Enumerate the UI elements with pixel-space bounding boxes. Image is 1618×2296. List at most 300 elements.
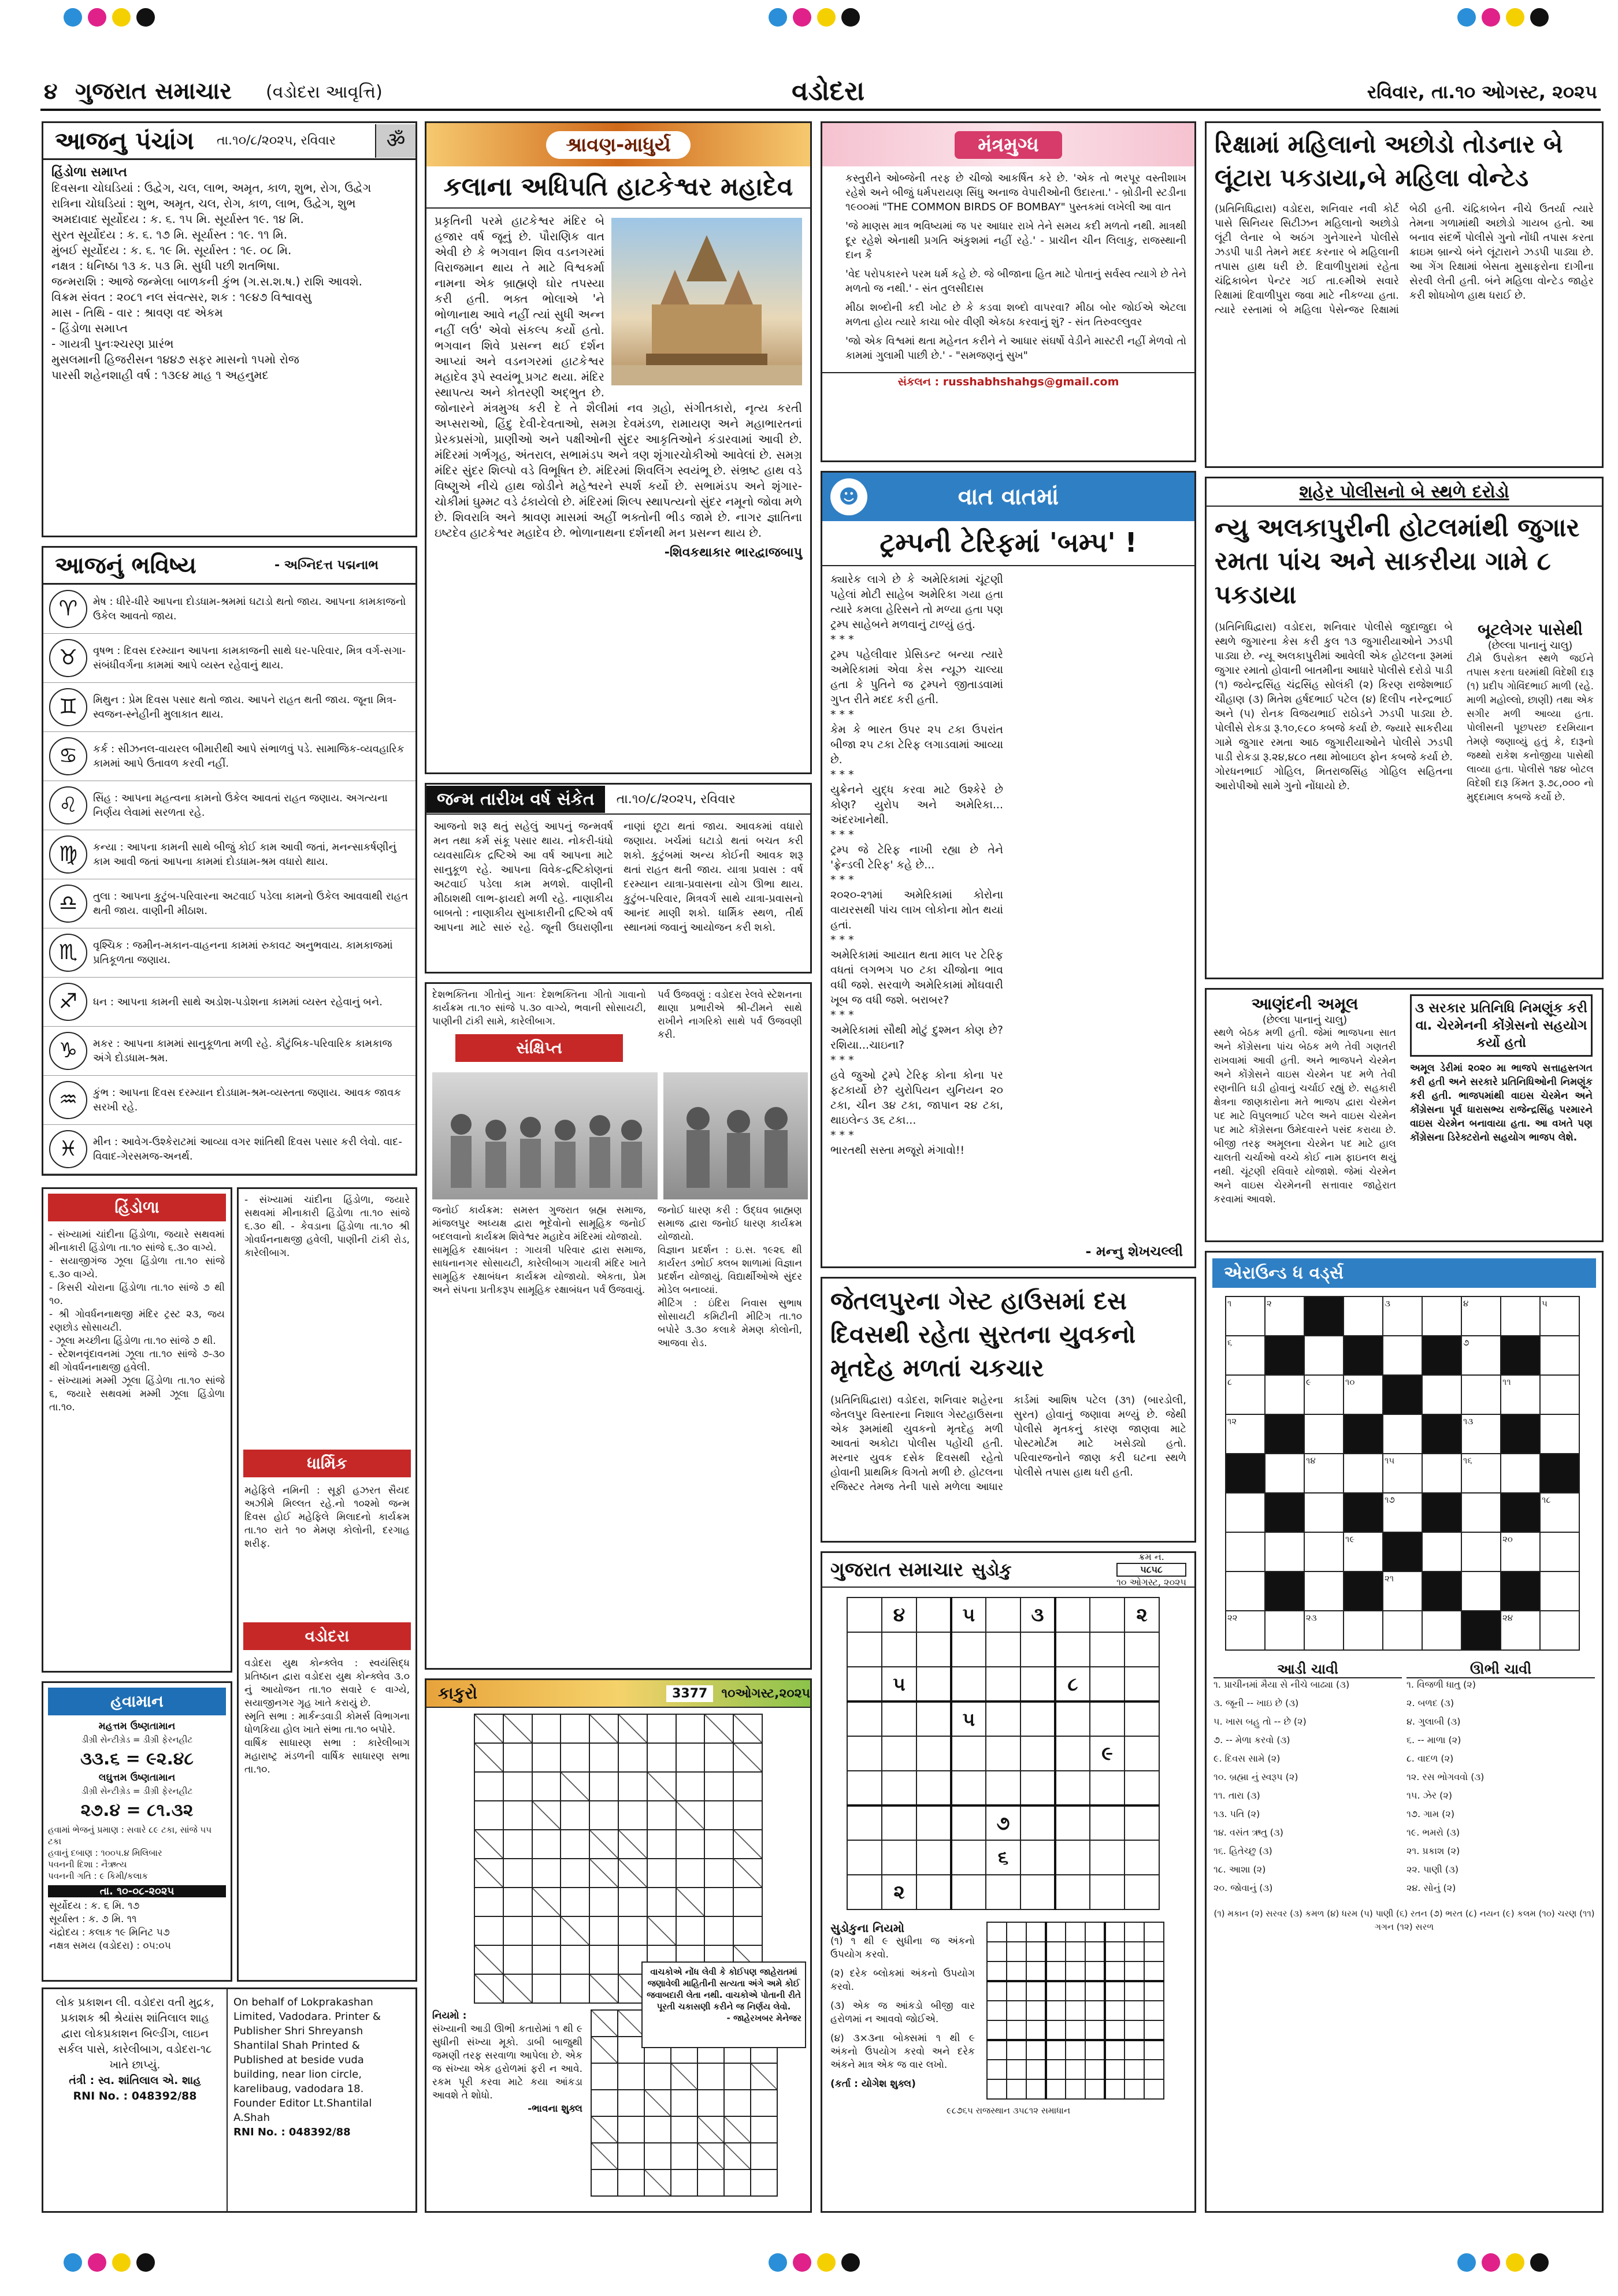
- sudoku-cell[interactable]: ૫: [951, 1597, 986, 1632]
- sudoku-cell[interactable]: [1125, 2040, 1144, 2060]
- sudoku-cell[interactable]: [1026, 2001, 1046, 2020]
- kakuro-cell[interactable]: [503, 1859, 532, 1888]
- kakuro-cell[interactable]: [671, 2116, 697, 2143]
- crossword-cell[interactable]: [1265, 1532, 1304, 1571]
- sudoku-cell[interactable]: [1055, 1632, 1090, 1667]
- kakuro-cell[interactable]: [647, 1714, 676, 1743]
- sudoku-cell[interactable]: [1144, 2060, 1164, 2079]
- crossword-cell[interactable]: [1540, 1454, 1579, 1493]
- sudoku-cell[interactable]: [1125, 1701, 1159, 1736]
- sudoku-cell[interactable]: [1125, 1840, 1159, 1875]
- sudoku-cell[interactable]: [1026, 1961, 1046, 1981]
- crossword-cell[interactable]: ૧૭: [1383, 1493, 1422, 1532]
- sudoku-cell[interactable]: ૨: [882, 1875, 916, 1909]
- crossword-cell[interactable]: [1304, 1532, 1344, 1571]
- sudoku-cell[interactable]: [1105, 1922, 1125, 1942]
- sudoku-cell[interactable]: [987, 2001, 1007, 2020]
- sudoku-cell[interactable]: [1046, 1922, 1066, 1942]
- sudoku-cell[interactable]: ૫: [951, 1701, 986, 1736]
- sudoku-cell[interactable]: [1066, 2079, 1085, 2099]
- kakuro-cell[interactable]: [591, 2037, 618, 2063]
- sudoku-cell[interactable]: [882, 1840, 916, 1875]
- crossword-cell[interactable]: ૨૦: [1501, 1532, 1540, 1571]
- kakuro-cell[interactable]: [618, 1772, 647, 1801]
- crossword-cell[interactable]: [1540, 1611, 1579, 1650]
- kakuro-cell[interactable]: [474, 1916, 503, 1945]
- kakuro-cell[interactable]: [671, 2169, 697, 2196]
- kakuro-cell[interactable]: [474, 1974, 503, 2003]
- crossword-cell[interactable]: [1422, 1454, 1461, 1493]
- kakuro-cell[interactable]: [561, 1772, 589, 1801]
- kakuro-cell[interactable]: [676, 1772, 705, 1801]
- sudoku-cell[interactable]: [1020, 1805, 1055, 1840]
- kakuro-cell[interactable]: [532, 1714, 561, 1743]
- kakuro-cell[interactable]: [618, 2169, 644, 2196]
- kakuro-cell[interactable]: [618, 1916, 647, 1945]
- sudoku-cell[interactable]: [1090, 1632, 1125, 1667]
- sudoku-cell[interactable]: [1020, 1701, 1055, 1736]
- crossword-cell[interactable]: ૨: [1265, 1296, 1304, 1336]
- sudoku-cell[interactable]: [1125, 1961, 1144, 1981]
- sudoku-cell[interactable]: ૮: [1055, 1667, 1090, 1701]
- kakuro-cell[interactable]: [532, 1830, 561, 1859]
- sudoku-cell[interactable]: [1020, 1632, 1055, 1667]
- sudoku-cell[interactable]: [1007, 1922, 1026, 1942]
- kakuro-cell[interactable]: [503, 1743, 532, 1772]
- kakuro-cell[interactable]: [618, 2116, 644, 2143]
- kakuro-cell[interactable]: [561, 1743, 589, 1772]
- kakuro-cell[interactable]: [474, 1743, 503, 1772]
- kakuro-cell[interactable]: [591, 2143, 618, 2169]
- sudoku-cell[interactable]: [847, 1632, 882, 1667]
- kakuro-cell[interactable]: [532, 1916, 561, 1945]
- crossword-cell[interactable]: ૧૫: [1383, 1454, 1422, 1493]
- sudoku-cell[interactable]: [1085, 1942, 1105, 1961]
- sudoku-cell[interactable]: [1090, 1805, 1125, 1840]
- crossword-cell[interactable]: ૨૨: [1226, 1611, 1265, 1650]
- sudoku-cell[interactable]: [1105, 2001, 1125, 2020]
- sudoku-cell[interactable]: [1020, 1840, 1055, 1875]
- sudoku-cell[interactable]: [1144, 1942, 1164, 1961]
- kakuro-cell[interactable]: [676, 1916, 705, 1945]
- sudoku-cell[interactable]: [1090, 1875, 1125, 1909]
- sudoku-cell[interactable]: ૪: [882, 1597, 916, 1632]
- sudoku-cell[interactable]: [1105, 2020, 1125, 2040]
- crossword-cell[interactable]: [1461, 1493, 1501, 1532]
- kakuro-cell[interactable]: [644, 2143, 671, 2169]
- crossword-cell[interactable]: [1226, 1571, 1265, 1611]
- sudoku-cell[interactable]: [1026, 2060, 1046, 2079]
- sudoku-cell[interactable]: [1125, 2001, 1144, 2020]
- kakuro-cell[interactable]: [532, 1888, 561, 1916]
- kakuro-cell[interactable]: [671, 2090, 697, 2116]
- crossword-cell[interactable]: [1422, 1336, 1461, 1375]
- sudoku-cell[interactable]: [986, 1667, 1020, 1701]
- sudoku-cell[interactable]: [1055, 1875, 1090, 1909]
- kakuro-cell[interactable]: [618, 2090, 644, 2116]
- kakuro-cell[interactable]: [589, 1743, 618, 1772]
- crossword-cell[interactable]: [1540, 1532, 1579, 1571]
- crossword-cell[interactable]: ૧૦: [1344, 1375, 1383, 1414]
- sudoku-cell[interactable]: [1055, 1597, 1090, 1632]
- kakuro-cell[interactable]: [704, 1743, 733, 1772]
- sudoku-cell[interactable]: [1046, 1981, 1066, 2001]
- crossword-cell[interactable]: [1501, 1493, 1540, 1532]
- sudoku-cell[interactable]: [1066, 1922, 1085, 1942]
- crossword-cell[interactable]: [1501, 1296, 1540, 1336]
- crossword-cell[interactable]: [1501, 1571, 1540, 1611]
- sudoku-cell[interactable]: [987, 2079, 1007, 2099]
- kakuro-cell[interactable]: [589, 1714, 618, 1743]
- sudoku-cell[interactable]: [916, 1771, 951, 1805]
- sudoku-cell[interactable]: [1085, 2079, 1105, 2099]
- kakuro-cell[interactable]: [676, 1859, 705, 1888]
- sudoku-cell[interactable]: [1026, 2020, 1046, 2040]
- kakuro-cell[interactable]: [751, 2063, 777, 2090]
- crossword-cell[interactable]: [1304, 1296, 1344, 1336]
- sudoku-cell[interactable]: [951, 1771, 986, 1805]
- crossword-cell[interactable]: [1265, 1336, 1304, 1375]
- crossword-cell[interactable]: [1344, 1571, 1383, 1611]
- sudoku-cell[interactable]: ૯: [1090, 1736, 1125, 1771]
- sudoku-cell[interactable]: [986, 1771, 1020, 1805]
- crossword-cell[interactable]: [1540, 1336, 1579, 1375]
- kakuro-cell[interactable]: [697, 2169, 724, 2196]
- sudoku-cell[interactable]: [847, 1736, 882, 1771]
- sudoku-cell[interactable]: [1007, 1961, 1026, 1981]
- sudoku-cell[interactable]: [1026, 1942, 1046, 1961]
- crossword-cell[interactable]: [1422, 1375, 1461, 1414]
- kakuro-cell[interactable]: [618, 1830, 647, 1859]
- kakuro-cell[interactable]: [589, 1974, 618, 2003]
- sudoku-cell[interactable]: ૭: [986, 1805, 1020, 1840]
- sudoku-cell[interactable]: [847, 1840, 882, 1875]
- kakuro-cell[interactable]: [561, 1974, 589, 2003]
- sudoku-cell[interactable]: [1125, 1805, 1159, 1840]
- crossword-cell[interactable]: ૭: [1461, 1336, 1501, 1375]
- sudoku-cell[interactable]: [1125, 1875, 1159, 1909]
- sudoku-cell[interactable]: [986, 1875, 1020, 1909]
- kakuro-cell[interactable]: [503, 1916, 532, 1945]
- sudoku-cell[interactable]: [1105, 1981, 1125, 2001]
- kakuro-cell[interactable]: [618, 2037, 644, 2063]
- sudoku-cell[interactable]: [951, 1736, 986, 1771]
- crossword-cell[interactable]: [1304, 1414, 1344, 1454]
- sudoku-cell[interactable]: [916, 1701, 951, 1736]
- sudoku-cell[interactable]: [987, 2060, 1007, 2079]
- kakuro-cell[interactable]: [532, 1859, 561, 1888]
- sudoku-cell[interactable]: [986, 1632, 1020, 1667]
- sudoku-cell[interactable]: [847, 1701, 882, 1736]
- crossword-cell[interactable]: ૧૬: [1461, 1454, 1501, 1493]
- sudoku-cell[interactable]: [951, 1667, 986, 1701]
- kakuro-cell[interactable]: [676, 1714, 705, 1743]
- kakuro-cell[interactable]: [676, 1801, 705, 1830]
- sudoku-cell[interactable]: [1144, 1922, 1164, 1942]
- kakuro-cell[interactable]: [618, 1888, 647, 1916]
- kakuro-cell[interactable]: [532, 1801, 561, 1830]
- kakuro-cell[interactable]: [589, 1772, 618, 1801]
- kakuro-cell[interactable]: [697, 2090, 724, 2116]
- crossword-cell[interactable]: [1226, 1493, 1265, 1532]
- sudoku-cell[interactable]: [951, 1805, 986, 1840]
- kakuro-cell[interactable]: [697, 2116, 724, 2143]
- kakuro-cell[interactable]: [589, 1801, 618, 1830]
- kakuro-cell[interactable]: [704, 1888, 733, 1916]
- kakuro-cell[interactable]: [724, 2090, 751, 2116]
- sudoku-cell[interactable]: [1090, 1771, 1125, 1805]
- kakuro-cell[interactable]: [561, 1714, 589, 1743]
- crossword-cell[interactable]: [1304, 1493, 1344, 1532]
- kakuro-cell[interactable]: [644, 2169, 671, 2196]
- sudoku-cell[interactable]: [1007, 1981, 1026, 2001]
- crossword-cell[interactable]: [1501, 1336, 1540, 1375]
- kakuro-cell[interactable]: [474, 1859, 503, 1888]
- sudoku-cell[interactable]: [1066, 2040, 1085, 2060]
- kakuro-cell[interactable]: [647, 1743, 676, 1772]
- crossword-cell[interactable]: ૨૧: [1383, 1571, 1422, 1611]
- crossword-cell[interactable]: [1461, 1611, 1501, 1650]
- sudoku-cell[interactable]: [847, 1875, 882, 1909]
- sudoku-cell[interactable]: [916, 1840, 951, 1875]
- crossword-cell[interactable]: [1383, 1375, 1422, 1414]
- kakuro-cell[interactable]: [503, 1830, 532, 1859]
- kakuro-cell[interactable]: [474, 1714, 503, 1743]
- kakuro-cell[interactable]: [647, 1888, 676, 1916]
- kakuro-cell[interactable]: [751, 2090, 777, 2116]
- sudoku-cell[interactable]: ૬: [986, 1840, 1020, 1875]
- sudoku-cell[interactable]: [1144, 1981, 1164, 2001]
- sudoku-cell[interactable]: [1055, 1771, 1090, 1805]
- crossword-cell[interactable]: [1344, 1454, 1383, 1493]
- kakuro-cell[interactable]: [503, 1801, 532, 1830]
- sudoku-cell[interactable]: [847, 1597, 882, 1632]
- sudoku-cell[interactable]: [1125, 1667, 1159, 1701]
- sudoku-cell[interactable]: [987, 1981, 1007, 2001]
- kakuro-cell[interactable]: [618, 1859, 647, 1888]
- crossword-cell[interactable]: ૧૪: [1304, 1454, 1344, 1493]
- kakuro-cell[interactable]: [644, 2063, 671, 2090]
- sudoku-cell[interactable]: [1085, 2020, 1105, 2040]
- sudoku-cell[interactable]: [987, 1942, 1007, 1961]
- sudoku-cell[interactable]: [1105, 1942, 1125, 1961]
- sudoku-cell[interactable]: [1046, 1961, 1066, 1981]
- kakuro-cell[interactable]: [589, 1888, 618, 1916]
- kakuro-cell[interactable]: [591, 2116, 618, 2143]
- sudoku-cell[interactable]: [1066, 2020, 1085, 2040]
- kakuro-cell[interactable]: [644, 2090, 671, 2116]
- crossword-cell[interactable]: [1422, 1493, 1461, 1532]
- sudoku-cell[interactable]: [1125, 1632, 1159, 1667]
- crossword-cell[interactable]: [1265, 1571, 1304, 1611]
- kakuro-cell[interactable]: [561, 1830, 589, 1859]
- crossword-cell[interactable]: [1540, 1375, 1579, 1414]
- sudoku-cell[interactable]: [1125, 1771, 1159, 1805]
- kakuro-cell[interactable]: [618, 2063, 644, 2090]
- sudoku-cell[interactable]: [1125, 1981, 1144, 2001]
- sudoku-cell[interactable]: [986, 1701, 1020, 1736]
- sudoku-cell[interactable]: [1007, 2079, 1026, 2099]
- kakuro-cell[interactable]: [561, 1888, 589, 1916]
- crossword-cell[interactable]: [1344, 1296, 1383, 1336]
- kakuro-cell[interactable]: [618, 2010, 644, 2037]
- sudoku-cell[interactable]: [1066, 2060, 1085, 2079]
- kakuro-cell[interactable]: [751, 2116, 777, 2143]
- sudoku-cell[interactable]: [987, 2020, 1007, 2040]
- sudoku-cell[interactable]: [1085, 2060, 1105, 2079]
- kakuro-cell[interactable]: [697, 2143, 724, 2169]
- sudoku-cell[interactable]: [1046, 2060, 1066, 2079]
- crossword-cell[interactable]: [1461, 1375, 1501, 1414]
- sudoku-cell[interactable]: [1007, 1942, 1026, 1961]
- sudoku-cell[interactable]: [882, 1632, 916, 1667]
- crossword-cell[interactable]: [1422, 1296, 1461, 1336]
- kakuro-cell[interactable]: [503, 1974, 532, 2003]
- kakuro-cell[interactable]: [591, 2090, 618, 2116]
- kakuro-cell[interactable]: [733, 1772, 762, 1801]
- sudoku-cell[interactable]: [1055, 1805, 1090, 1840]
- kakuro-cell[interactable]: [503, 1888, 532, 1916]
- crossword-cell[interactable]: [1501, 1454, 1540, 1493]
- sudoku-cell[interactable]: [916, 1805, 951, 1840]
- crossword-cell[interactable]: ૯: [1304, 1375, 1344, 1414]
- kakuro-cell[interactable]: [474, 1801, 503, 1830]
- sudoku-cell[interactable]: [1085, 1981, 1105, 2001]
- kakuro-cell[interactable]: [676, 1743, 705, 1772]
- kakuro-cell[interactable]: [561, 1859, 589, 1888]
- sudoku-cell[interactable]: [847, 1771, 882, 1805]
- sudoku-cell[interactable]: [1046, 2079, 1066, 2099]
- sudoku-cell[interactable]: [951, 1875, 986, 1909]
- crossword-cell[interactable]: [1422, 1532, 1461, 1571]
- kakuro-cell[interactable]: [704, 1801, 733, 1830]
- kakuro-cell[interactable]: [644, 2116, 671, 2143]
- crossword-cell[interactable]: ૮: [1226, 1375, 1265, 1414]
- sudoku-cell[interactable]: [1020, 1771, 1055, 1805]
- sudoku-cell[interactable]: [916, 1597, 951, 1632]
- sudoku-cell[interactable]: [1144, 2001, 1164, 2020]
- kakuro-cell[interactable]: [724, 2169, 751, 2196]
- sudoku-cell[interactable]: [1066, 1981, 1085, 2001]
- crossword-cell[interactable]: ૨૩: [1304, 1611, 1344, 1650]
- kakuro-cell[interactable]: [647, 1801, 676, 1830]
- crossword-cell[interactable]: [1461, 1571, 1501, 1611]
- sudoku-cell[interactable]: [1046, 2001, 1066, 2020]
- kakuro-cell[interactable]: [474, 1945, 503, 1974]
- crossword-cell[interactable]: ૪: [1461, 1296, 1501, 1336]
- sudoku-cell[interactable]: [1105, 1961, 1125, 1981]
- sudoku-cell[interactable]: [847, 1667, 882, 1701]
- kakuro-cell[interactable]: [704, 1859, 733, 1888]
- crossword-cell[interactable]: [1540, 1414, 1579, 1454]
- kakuro-cell[interactable]: [474, 1888, 503, 1916]
- crossword-cell[interactable]: [1265, 1611, 1304, 1650]
- sudoku-cell[interactable]: [1125, 2020, 1144, 2040]
- sudoku-cell[interactable]: [1046, 2020, 1066, 2040]
- sudoku-cell[interactable]: [882, 1771, 916, 1805]
- crossword-cell[interactable]: [1422, 1611, 1461, 1650]
- kakuro-cell[interactable]: [751, 2143, 777, 2169]
- kakuro-cell[interactable]: [591, 2169, 618, 2196]
- kakuro-cell[interactable]: [561, 1801, 589, 1830]
- crossword-cell[interactable]: [1383, 1611, 1422, 1650]
- sudoku-cell[interactable]: [1105, 2079, 1125, 2099]
- kakuro-cell[interactable]: [561, 1916, 589, 1945]
- crossword-cell[interactable]: [1540, 1571, 1579, 1611]
- kakuro-cell[interactable]: [532, 1945, 561, 1974]
- sudoku-cell[interactable]: [1020, 1875, 1055, 1909]
- sudoku-cell[interactable]: [1125, 1942, 1144, 1961]
- sudoku-cell[interactable]: [1085, 2040, 1105, 2060]
- kakuro-cell[interactable]: [591, 2063, 618, 2090]
- crossword-cell[interactable]: [1422, 1571, 1461, 1611]
- sudoku-cell[interactable]: [1085, 1922, 1105, 1942]
- sudoku-cell[interactable]: [1105, 2040, 1125, 2060]
- sudoku-cell[interactable]: [1085, 1961, 1105, 1981]
- sudoku-cell[interactable]: [1055, 1701, 1090, 1736]
- sudoku-cell[interactable]: [987, 2040, 1007, 2060]
- kakuro-cell[interactable]: [647, 1830, 676, 1859]
- kakuro-cell[interactable]: [474, 1772, 503, 1801]
- crossword-cell[interactable]: [1344, 1414, 1383, 1454]
- kakuro-cell[interactable]: [724, 2063, 751, 2090]
- kakuro-cell[interactable]: [704, 1714, 733, 1743]
- kakuro-cell[interactable]: [733, 1801, 762, 1830]
- kakuro-cell[interactable]: [647, 1772, 676, 1801]
- crossword-cell[interactable]: ૧૩: [1461, 1414, 1501, 1454]
- kakuro-cell[interactable]: [733, 1916, 762, 1945]
- kakuro-cell[interactable]: [733, 1743, 762, 1772]
- sudoku-cell[interactable]: [1125, 2060, 1144, 2079]
- kakuro-cell[interactable]: [704, 1772, 733, 1801]
- crossword-cell[interactable]: [1344, 1336, 1383, 1375]
- sudoku-cell[interactable]: [1026, 2079, 1046, 2099]
- sudoku-cell[interactable]: ૩: [1020, 1597, 1055, 1632]
- sudoku-cell[interactable]: [1055, 1840, 1090, 1875]
- sudoku-cell[interactable]: [986, 1597, 1020, 1632]
- crossword-cell[interactable]: [1226, 1454, 1265, 1493]
- kakuro-cell[interactable]: [733, 1859, 762, 1888]
- kakuro-cell[interactable]: [676, 1888, 705, 1916]
- sudoku-cell[interactable]: [1085, 2001, 1105, 2020]
- sudoku-cell[interactable]: [951, 1632, 986, 1667]
- sudoku-cell[interactable]: [1046, 1942, 1066, 1961]
- sudoku-cell[interactable]: [987, 1922, 1007, 1942]
- sudoku-cell[interactable]: [1090, 1701, 1125, 1736]
- kakuro-cell[interactable]: [676, 1830, 705, 1859]
- sudoku-cell[interactable]: [1066, 1942, 1085, 1961]
- sudoku-cell[interactable]: ૫: [882, 1667, 916, 1701]
- crossword-cell[interactable]: [1265, 1493, 1304, 1532]
- kakuro-cell[interactable]: [647, 1916, 676, 1945]
- crossword-cell[interactable]: [1226, 1532, 1265, 1571]
- sudoku-cell[interactable]: [1026, 1981, 1046, 2001]
- kakuro-cell[interactable]: [618, 1743, 647, 1772]
- kakuro-cell[interactable]: [589, 1945, 618, 1974]
- sudoku-cell[interactable]: [1026, 1922, 1046, 1942]
- sudoku-cell[interactable]: [1125, 2079, 1144, 2099]
- kakuro-cell[interactable]: [532, 1772, 561, 1801]
- kakuro-cell[interactable]: [733, 1714, 762, 1743]
- kakuro-cell[interactable]: [733, 1888, 762, 1916]
- crossword-cell[interactable]: ૧૯: [1344, 1532, 1383, 1571]
- crossword-cell[interactable]: ૧૧: [1501, 1375, 1540, 1414]
- kakuro-cell[interactable]: [733, 1830, 762, 1859]
- sudoku-cell[interactable]: [916, 1736, 951, 1771]
- crossword-cell[interactable]: ૬: [1226, 1336, 1265, 1375]
- sudoku-cell[interactable]: [1125, 1922, 1144, 1942]
- kakuro-cell[interactable]: [503, 1714, 532, 1743]
